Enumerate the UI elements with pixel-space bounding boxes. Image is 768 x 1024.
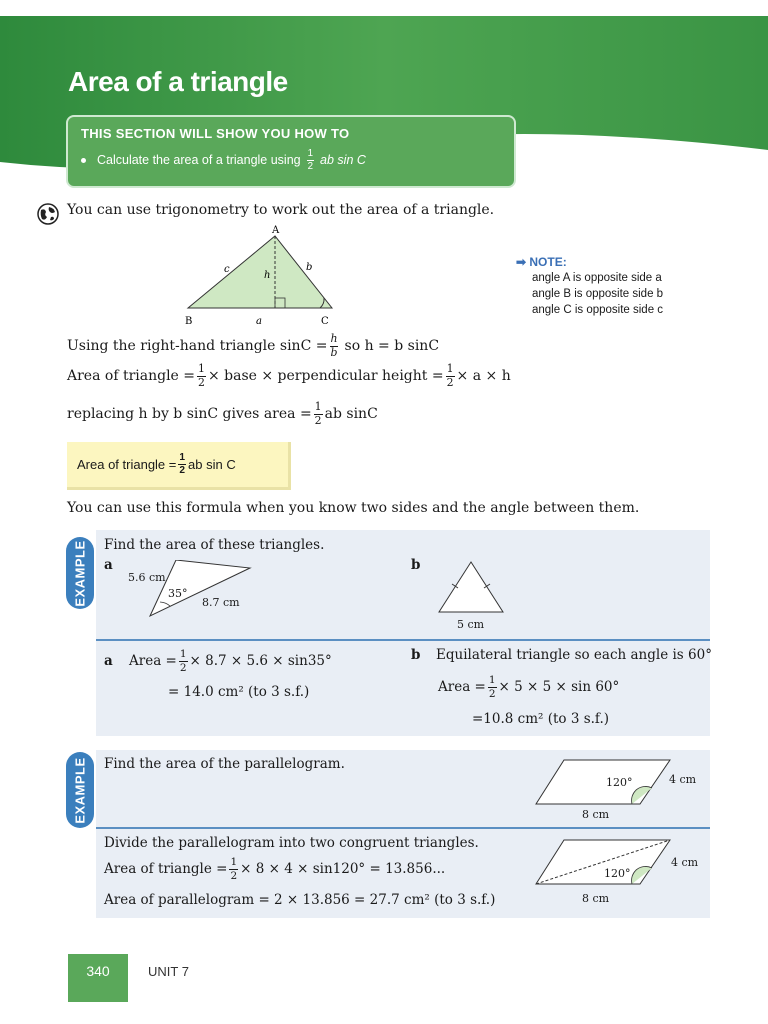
fig-a-side2: 8.7 cm: [202, 596, 240, 609]
side-label-b: b: [306, 262, 313, 273]
derivation-text: Using the right-hand triangle sinC =: [67, 338, 328, 355]
solution-text: Area of triangle =: [104, 861, 228, 878]
example-2-step-1: Divide the parallelogram into two congruent triangles.: [104, 835, 479, 851]
example-2-question: Find the area of the parallelogram.: [104, 756, 345, 772]
derivation-line-2: [67, 364, 511, 389]
fraction: [488, 675, 497, 699]
solution-a-result: = 14.0 cm² (to 3 s.f.): [168, 684, 310, 700]
fraction-denominator: 2: [179, 661, 187, 674]
derivation-text: so h = b sinC: [344, 338, 440, 355]
formula-box: [67, 442, 291, 490]
fraction-numerator: 1: [179, 451, 186, 463]
unit-label: UNIT 7: [148, 964, 189, 979]
intro-text: You can use trigonometry to work out the area of a triangle.: [67, 202, 495, 218]
derivation-text: × a × h: [456, 368, 511, 385]
part-a-label: a: [104, 557, 113, 573]
fraction: [197, 364, 206, 389]
formula-suffix: ab sin C: [188, 457, 236, 472]
fraction: [446, 364, 455, 389]
example-2-divider: [96, 827, 710, 829]
page-title: Area of a triangle: [68, 66, 288, 97]
page-number-tab: 340: [68, 954, 128, 1002]
fig-a-angle: 35°: [168, 587, 188, 600]
globe-icon: [36, 202, 60, 226]
fraction-denominator: 2: [446, 375, 454, 389]
note-line: angle C is opposite side c: [532, 304, 664, 316]
note-heading: ➡ NOTE:: [516, 255, 567, 269]
parallelogram-split-angle: 120°: [604, 867, 631, 880]
solution-b-line-2: [438, 675, 619, 699]
fraction-numerator: 1: [446, 362, 454, 375]
example-tab-label: EXAMPLE: [72, 756, 88, 824]
fraction-numerator: 1: [307, 148, 314, 159]
side-label-c: c: [224, 264, 230, 275]
solution-text: Area =: [129, 653, 177, 670]
fig-a-side1: 5.6 cm: [128, 571, 166, 584]
section-objectives-box: [66, 115, 516, 188]
derivation-text: replacing h by b sinC gives area =: [67, 406, 312, 423]
parallelogram-diagram: [534, 758, 674, 808]
triangle-a-diagram: [120, 560, 260, 620]
parallelogram-split-diagram: [534, 838, 674, 888]
solution-text: × 5 × 5 × sin 60°: [498, 679, 620, 696]
section-item-prefix: Calculate the area of a triangle using: [97, 153, 301, 168]
fraction-numerator: 1: [198, 362, 205, 375]
fraction-denominator: 2: [230, 869, 238, 882]
side-label-a: a: [256, 316, 262, 327]
derivation-text: × base × perpendicular height =: [207, 368, 444, 385]
bullet-icon: [81, 158, 86, 163]
formula-prefix: Area of triangle =: [77, 457, 177, 472]
fraction-denominator: 2: [314, 413, 322, 427]
solution-b-result: =10.8 cm² (to 3 s.f.): [472, 711, 610, 727]
fig-b-side: 5 cm: [457, 618, 485, 631]
fraction: [229, 857, 238, 881]
note-line: angle B is opposite side b: [532, 288, 664, 300]
fraction-denominator: 2: [198, 375, 205, 389]
derivation-text: Area of triangle =: [67, 368, 196, 385]
fraction-numerator: 1: [179, 648, 187, 660]
example-2-step-2: [104, 857, 445, 881]
solution-b-label: b: [411, 647, 421, 663]
note-box: [516, 254, 663, 318]
derivation-line-1: [67, 334, 439, 359]
height-label-h: h: [264, 270, 271, 281]
parallelogram-side: 4 cm: [669, 773, 697, 786]
fraction-numerator: 1: [314, 400, 322, 413]
example-1-tab: [66, 537, 94, 609]
vertex-label-B: B: [185, 316, 193, 327]
fraction-denominator: b: [330, 345, 338, 359]
solution-text: Area =: [438, 679, 486, 696]
fraction-numerator: h: [330, 332, 338, 345]
solution-text: × 8 × 4 × sin120° = 13.856...: [240, 861, 446, 878]
section-heading: THIS SECTION WILL SHOW YOU HOW TO: [81, 126, 350, 141]
solution-a-label: a: [104, 653, 113, 669]
part-b-label: b: [411, 557, 421, 573]
example-2-tab: [66, 752, 94, 828]
solution-a-line-1: [129, 649, 332, 673]
derivation-text: ab sinC: [324, 406, 378, 423]
example-1-divider: [96, 639, 710, 641]
example-tab-label: EXAMPLE: [72, 539, 88, 607]
derivation-line-3: [67, 402, 378, 427]
fraction-denominator: 2: [488, 687, 496, 700]
fraction-denominator: 2: [307, 160, 314, 172]
fraction: [314, 402, 323, 427]
example-2-step-3: Area of parallelogram = 2 × 13.856 = 27.7 cm² (to 3 s.f.): [104, 892, 496, 908]
section-item: [81, 149, 366, 172]
note-line: angle A is opposite side a: [532, 272, 662, 284]
fraction-denominator: 2: [179, 465, 186, 476]
fraction-numerator: 1: [488, 674, 496, 686]
usage-text: You can use this formula when you know two sides and the angle between them.: [67, 500, 640, 516]
fraction-numerator: 1: [230, 856, 238, 868]
vertex-label-C: C: [321, 316, 329, 327]
parallelogram-base: 8 cm: [582, 808, 610, 821]
solution-b-line-1: Equilateral triangle so each angle is 60°: [436, 647, 712, 663]
note-heading-text: NOTE:: [529, 255, 567, 269]
parallelogram-split-side: 4 cm: [671, 856, 699, 869]
section-item-suffix: ab sin C: [320, 153, 366, 168]
example-1-question: Find the area of these triangles.: [104, 537, 325, 553]
parallelogram-split-base: 8 cm: [582, 892, 610, 905]
fraction: [178, 453, 186, 476]
vertex-label-A: A: [272, 225, 280, 236]
fraction: [329, 334, 338, 359]
section-item-fraction: [307, 149, 314, 172]
solution-text: × 8.7 × 5.6 × sin35°: [189, 653, 332, 670]
triangle-diagram: [180, 222, 350, 332]
fraction: [179, 649, 188, 673]
parallelogram-angle: 120°: [606, 776, 633, 789]
triangle-b-diagram: [436, 560, 506, 616]
